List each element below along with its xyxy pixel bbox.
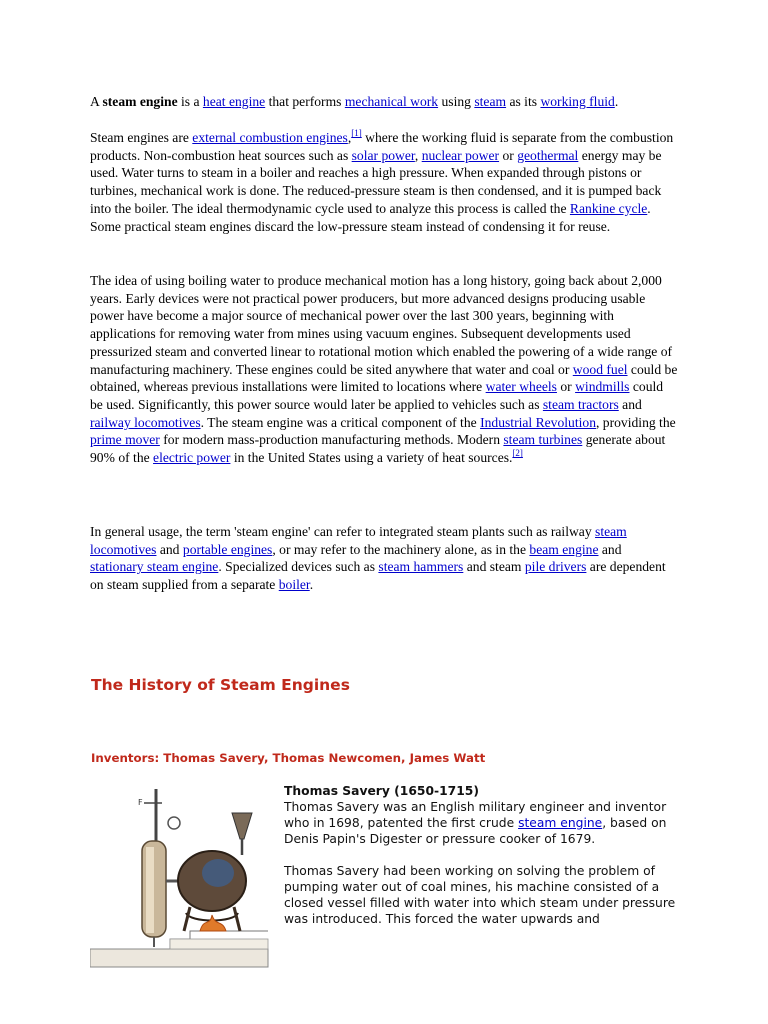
text: as its [506, 94, 541, 109]
text: could be used. Significantly, this power source would later be applied to vehicles such as [90, 379, 664, 412]
text: . Some practical steam engines discard the low-pressure steam instead of condensing it for reuse. [90, 200, 651, 234]
link-electric-power[interactable]: electric power [153, 450, 231, 466]
text: . The steam engine was a critical component of the [200, 414, 481, 430]
text: and steam [463, 559, 525, 575]
text: that performs [265, 94, 345, 109]
link-steam-engine[interactable]: steam engine [518, 816, 603, 830]
savery-bio [284, 783, 684, 927]
term-steam-engine: steam engine [102, 94, 178, 109]
bio-paragraph-2: Thomas Savery had been working on solving the problem of pumping water out of coal mines, his machine consisted of a closed vessel filled with water into which steam under pressure was introduced. This forced the water upwards and [284, 864, 676, 926]
link-portable-engines[interactable]: portable engines [182, 541, 273, 557]
intro-paragraph-1 [90, 93, 678, 111]
link-railway-locomotives[interactable]: railway locomotives [90, 414, 201, 430]
link-rankine-cycle[interactable]: Rankine cycle [569, 200, 648, 216]
savery-engine-drawing [90, 781, 270, 971]
inventors-subheading: Inventors: Thomas Savery, Thomas Newcomen, James Watt [91, 751, 486, 765]
text: using [438, 94, 475, 109]
text: Steam engines are [90, 130, 193, 145]
history-heading: The History of Steam Engines [91, 676, 350, 694]
intro-paragraph-2 [90, 129, 678, 235]
text: generate about 90% of the [90, 432, 666, 466]
bio-paragraph-1 [284, 799, 684, 847]
text: . [614, 94, 619, 109]
text: energy may be used. Water turns to steam in a boiler and reaches a high pressure. When expanded through pistons or turbines, mechanical work is done. The reduced-pressure steam is then condensed, and it is pumped back into the boiler. The ideal thermodynamic cycle used to analyze this process is called the [90, 147, 662, 216]
link-prime-mover[interactable]: prime mover [90, 432, 160, 448]
text: are dependent on steam supplied from a separate [90, 559, 666, 593]
text: , [347, 130, 352, 145]
link-steam-turbines[interactable]: steam turbines [503, 432, 583, 448]
text: , providing the [596, 414, 676, 430]
link-steam-tractors[interactable]: steam tractors [542, 396, 619, 412]
text: Thomas Savery was an English military engineer and inventor who in 1698, patented the first crude [284, 800, 667, 830]
text: and [598, 541, 622, 557]
text: , or may refer to the machinery alone, as in the [272, 541, 530, 557]
link-wood-fuel[interactable]: wood fuel [572, 361, 628, 377]
link-stationary-steam-engine[interactable]: stationary steam engine [90, 559, 219, 575]
link-nuclear-power[interactable]: nuclear power [421, 147, 500, 163]
intro-paragraph-3 [90, 272, 678, 467]
link-steam-hammers[interactable]: steam hammers [378, 559, 464, 575]
text: In general usage, the term 'steam engine' can refer to integrated steam plants such as railway [90, 524, 596, 539]
text: in the United States using a variety of heat sources. [230, 450, 513, 466]
text: is a [177, 94, 203, 109]
text: or [556, 379, 576, 395]
bio-title: Thomas Savery (1650-1715) [284, 784, 479, 798]
savery-engine-illustration [90, 781, 270, 976]
link-steam-locomotives[interactable]: steam locomotives [90, 524, 627, 557]
text: , based on Denis Papin's Digester or pressure cooker of 1679. [284, 816, 667, 846]
text: A [90, 94, 103, 109]
text: and [156, 541, 183, 557]
link-pile-drivers[interactable]: pile drivers [524, 559, 587, 575]
text: The idea of using boiling water to produce mechanical motion has a long history, going back about 2,000 years. Early devices were not practical power producers, but more advanced designs producing usable power have become a major source of mechanical power over the last 300 years, beginning with applications for removing water from mines using vacuum engines. Subsequent developments used pressurized steam and converted linear to rotational motion which enabled the powering of a wide range of manufacturing machinery. These engines could be sited anywhere that water and coal or [90, 273, 673, 377]
link-external-combustion-engines[interactable]: external combustion engines [192, 130, 348, 145]
text: where the working fluid is separate from the combustion products. Non-combustion heat sources such as [90, 130, 674, 163]
link-boiler[interactable]: boiler [278, 577, 310, 593]
text: or [499, 147, 518, 163]
text: and [618, 396, 642, 412]
reference-2[interactable]: [2] [512, 448, 523, 459]
link-windmills[interactable]: windmills [575, 379, 630, 395]
link-industrial-revolution[interactable]: Industrial Revolution [480, 414, 596, 430]
link-heat-engine[interactable]: heat engine [202, 94, 266, 109]
text: for modern mass-production manufacturing methods. Modern [159, 432, 504, 448]
text: could be obtained, whereas previous installations were limited to locations where [90, 361, 678, 395]
link-working-fluid[interactable]: working fluid [540, 94, 615, 109]
svg-text:F: F [138, 798, 143, 807]
link-steam[interactable]: steam [474, 94, 507, 109]
link-solar-power[interactable]: solar power [351, 147, 415, 163]
link-beam-engine[interactable]: beam engine [529, 541, 599, 557]
intro-paragraph-4 [90, 523, 678, 594]
text: . Specialized devices such as [218, 559, 379, 575]
reference-1[interactable]: [1] [351, 128, 362, 138]
link-mechanical-work[interactable]: mechanical work [344, 94, 439, 109]
link-water-wheels[interactable]: water wheels [485, 379, 557, 395]
text: , [414, 147, 422, 163]
text: . [309, 577, 314, 593]
link-geothermal[interactable]: geothermal [517, 147, 579, 163]
